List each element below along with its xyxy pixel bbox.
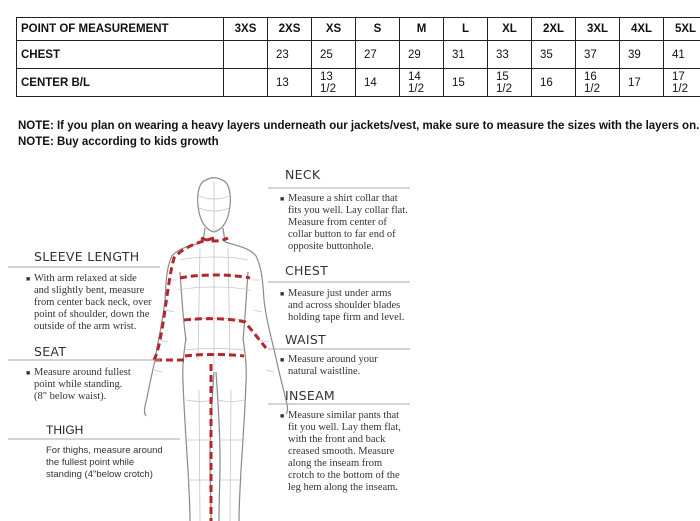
text-line: from center back neck, over [34,297,152,308]
text-line: and slightly bent, measure [34,285,145,296]
table-cell: 13 1/2 [312,69,356,97]
neck-measure-line [201,238,228,241]
bullet-icon: ■ [280,290,285,298]
table-cell: 15 1/2 [488,69,532,97]
header-size: S [356,18,400,41]
inseam-instructions [280,410,401,494]
text-line: leg hem along the inseam. [288,482,398,493]
text-line: creased smooth. Measure [288,446,395,457]
text-line: and across shoulder blades [288,300,401,311]
text-line: Measure around fullest [34,367,131,378]
text-line: For thighs, measure around [46,445,163,456]
seat-measure-line [185,355,244,357]
text-line: fit you well. Lay them flat, [288,422,401,433]
text-line: Measure from center of [288,217,387,228]
table-cell [224,41,268,69]
text-line: Measure similar pants that [288,410,400,421]
size-chart-table [16,17,700,97]
body-contour-lines [154,182,274,521]
table-cell: 39 [620,41,664,69]
measurement-lines [154,238,266,521]
thigh-instructions [46,445,163,481]
table-cell: 17 [620,69,664,97]
table-cell: 17 1/2 [664,69,700,97]
header-size: 3XS [224,18,268,41]
waist-measure-line [184,319,266,348]
text-line: with the front and back [288,434,386,445]
seat-instructions [26,367,131,403]
text-line: Measure around your [288,354,378,365]
body-outline [144,178,287,521]
table-cell: 41 [664,41,700,69]
row-label: CHEST [17,41,224,69]
table-cell: 33 [488,41,532,69]
header-size: 3XL [576,18,620,41]
row-label: CENTER B/L [17,69,224,97]
header-size: L [444,18,488,41]
table-header-row [17,18,700,41]
text-line: outside of the arm wrist. [34,321,137,332]
table-row [17,69,700,97]
table-cell: 13 [268,69,312,97]
inseam-title: INSEAM [285,388,336,403]
table-cell: 37 [576,41,620,69]
table-cell: 35 [532,41,576,69]
bullet-icon: ■ [280,195,285,203]
text-line: Measure just under arms [288,288,392,299]
text-line: point of shoulder, down the [34,309,150,320]
table-cell: 15 [444,69,488,97]
text-line: natural waistline. [288,366,361,377]
text-line: holding tape firm and level. [288,312,405,323]
table-cell: 27 [356,41,400,69]
sleeve-measure-line [154,238,214,360]
text-line: crotch to the bottom of the [288,470,400,481]
measurement-diagram [0,160,700,521]
table-cell: 23 [268,41,312,69]
table-cell: 31 [444,41,488,69]
text-line: the fullest point while [46,457,135,468]
bullet-icon: ■ [280,356,285,364]
header-size: XS [312,18,356,41]
waist-instructions [280,354,378,378]
header-size: 2XS [268,18,312,41]
sleeve-length-instructions [26,273,152,333]
bullet-icon: ■ [26,369,31,377]
text-line: standing (4"below crotch) [46,469,153,480]
neck-instructions [280,193,408,253]
thigh-title: THIGH [46,423,84,437]
seat-title: SEAT [34,344,67,359]
table-cell: 29 [400,41,444,69]
sleeve-length-title: SLEEVE LENGTH [34,249,140,264]
table-row [17,41,700,69]
chest-title: CHEST [285,263,329,278]
table-cell: 16 [532,69,576,97]
text-line: With arm relaxed at side [34,273,137,284]
table-cell: 14 1/2 [400,69,444,97]
chest-measure-line [180,275,250,278]
table-cell [224,69,268,97]
text-line: opposite buttonhole. [288,241,374,252]
header-size: 5XL [664,18,700,41]
bullet-icon: ■ [280,412,285,420]
table-cell: 14 [356,69,400,97]
waist-title: WAIST [285,332,326,347]
header-size: M [400,18,444,41]
header-size: 2XL [532,18,576,41]
text-line: (8" below waist). [34,391,107,402]
note-layers: NOTE: If you plan on wearing a heavy layers underneath our jackets/vest, make sure to measure the sizes with the layers on. [18,120,700,132]
notes-block [18,118,699,150]
note-kids-growth: NOTE: Buy according to kids growth [18,136,219,148]
table-cell: 25 [312,41,356,69]
neck-title: NECK [285,167,321,182]
text-line: along the inseam from [288,458,383,469]
header-size: XL [488,18,532,41]
text-line: fits you well. Lay collar flat. [288,205,408,216]
table-cell: 16 1/2 [576,69,620,97]
header-size: 4XL [620,18,664,41]
text-line: point while standing. [34,379,123,390]
header-point-of-measurement: POINT OF MEASUREMENT [17,18,224,41]
chest-instructions [280,288,405,324]
text-line: Measure a shirt collar that [288,193,398,204]
bullet-icon: ■ [26,275,31,283]
text-line: collar button to far end of [288,229,396,240]
